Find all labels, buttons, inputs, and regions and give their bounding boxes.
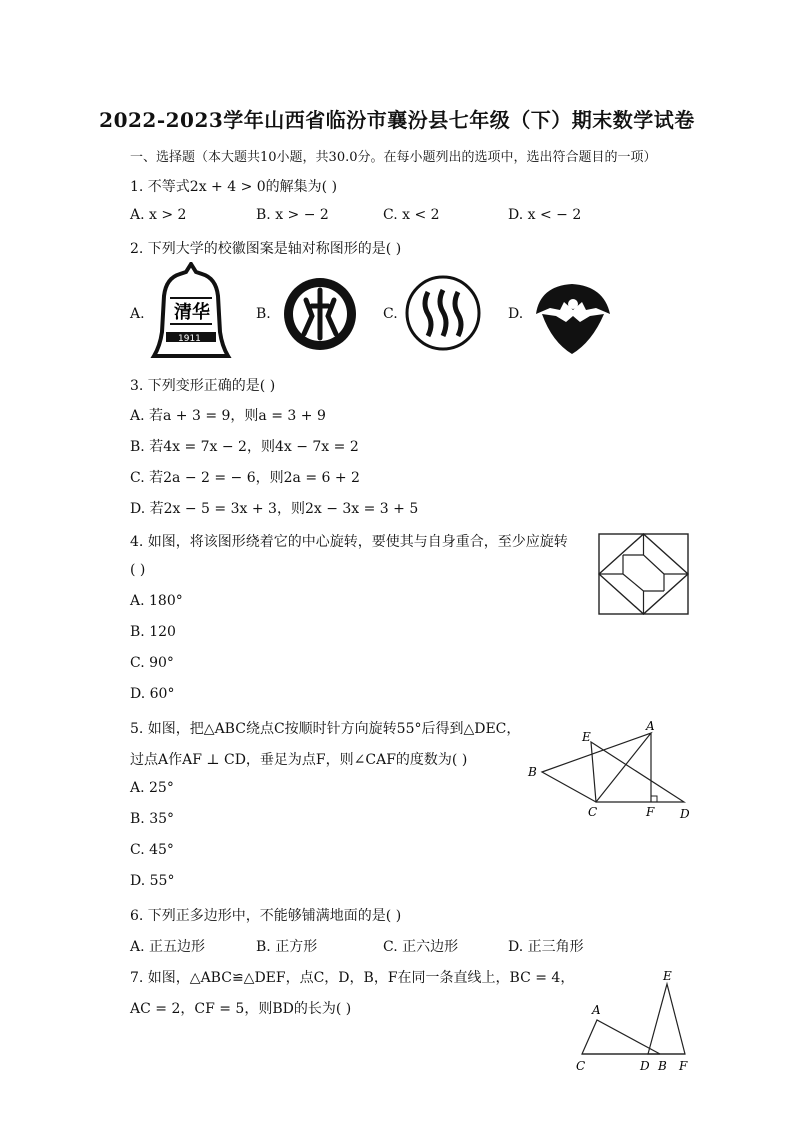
q7-label-b: B [658,1059,667,1073]
q1-option-c: C. x < 2 [383,207,440,223]
q5-label-a: A [646,719,655,733]
question-4-paren: ( ) [130,562,146,578]
question-3-stem: 3. 下列变形正确的是( ) [130,378,276,394]
q3-option-a: A. 若a + 3 = 9，则a = 3 + 9 [130,408,326,424]
question-4-stem: 4. 如图，将该图形绕着它的中心旋转，要使其与自身重合，至少应旋转 [130,534,568,550]
q2-letter-b: B. [256,306,271,322]
q4-option-a: A. 180° [130,593,183,609]
q4-option-c: C. 90° [130,655,174,671]
q6-option-b: B. 正方形 [256,939,318,955]
q5-option-d: D. 55° [130,873,175,889]
q2-letter-a: A. [130,306,145,322]
q6-option-d: D. 正三角形 [508,939,584,955]
question-7-stem-line1: 7. 如图，△ABC≌△DEF，点C，D，B，F在同一条直线上，BC = 4， [130,970,575,986]
q5-option-b: B. 35° [130,811,175,827]
page-title: 2022-2023学年山西省临汾市襄汾县七年级（下）期末数学试卷 [99,108,695,132]
q4-option-b: B. 120 [130,624,176,640]
q5-triangle-figure [520,716,700,824]
q7-label-f: F [679,1059,688,1073]
question-2-stem: 2. 下列大学的校徽图案是轴对称图形的是( ) [130,241,402,257]
q7-label-a: A [592,1003,601,1017]
question-7-stem-line2: AC = 2，CF = 5，则BD的长为( ) [130,1001,352,1017]
q5-label-d: D [680,807,690,821]
q4-option-d: D. 60° [130,686,175,702]
question-5-stem-line2: 过点A作AF ⊥ CD，垂足为点F，则∠CAF的度数为( ) [130,752,468,768]
q2-letter-d: D. [508,306,524,322]
q1-option-a: A. x > 2 [130,207,187,223]
svg-text:华: 华 [192,302,210,323]
q6-option-a: A. 正五边形 [130,939,206,955]
badge-d-eagle-image [532,280,614,356]
q6-option-c: C. 正六边形 [383,939,459,955]
question-5-stem-line1: 5. 如图，把△ABC绕点C按顺时针方向旋转55°后得到△DEC， [130,721,521,737]
q2-letter-c: C. [383,306,398,322]
q7-label-c: C [576,1059,586,1073]
q4-rotation-figure [598,533,690,615]
q3-option-c: C. 若2a − 2 = − 6，则2a = 6 + 2 [130,470,360,486]
q5-label-c: C [588,805,598,819]
q3-option-b: B. 若4x = 7x − 2，则4x − 7x = 2 [130,439,359,455]
section-heading: 一、选择题（本大题共10小题，共30.0分。在每小题列出的选项中，选出符合题目的一项） [130,150,657,165]
q5-label-f: F [646,805,655,819]
q1-option-d: D. x < − 2 [508,207,582,223]
q5-label-b: B [528,765,537,779]
q3-option-d: D. 若2x − 5 = 3x + 3，则2x − 3x = 3 + 5 [130,501,419,517]
svg-text:清: 清 [174,302,192,323]
q1-option-b: B. x > − 2 [256,207,329,223]
q5-option-a: A. 25° [130,780,174,796]
q7-triangle-figure [570,964,696,1074]
q5-option-c: C. 45° [130,842,174,858]
badge-a-bell-image [150,262,232,360]
q7-label-d: D [640,1059,650,1073]
question-1-stem: 1. 不等式2x + 4 > 0的解集为( ) [130,179,338,195]
badge-a-year: 1911 [178,334,201,344]
question-6-stem: 6. 下列正多边形中，不能够铺满地面的是( ) [130,908,402,924]
badge-c-image [404,274,482,352]
badge-b-image [282,276,358,352]
q5-label-e: E [582,730,591,744]
q7-label-e: E [663,969,672,983]
